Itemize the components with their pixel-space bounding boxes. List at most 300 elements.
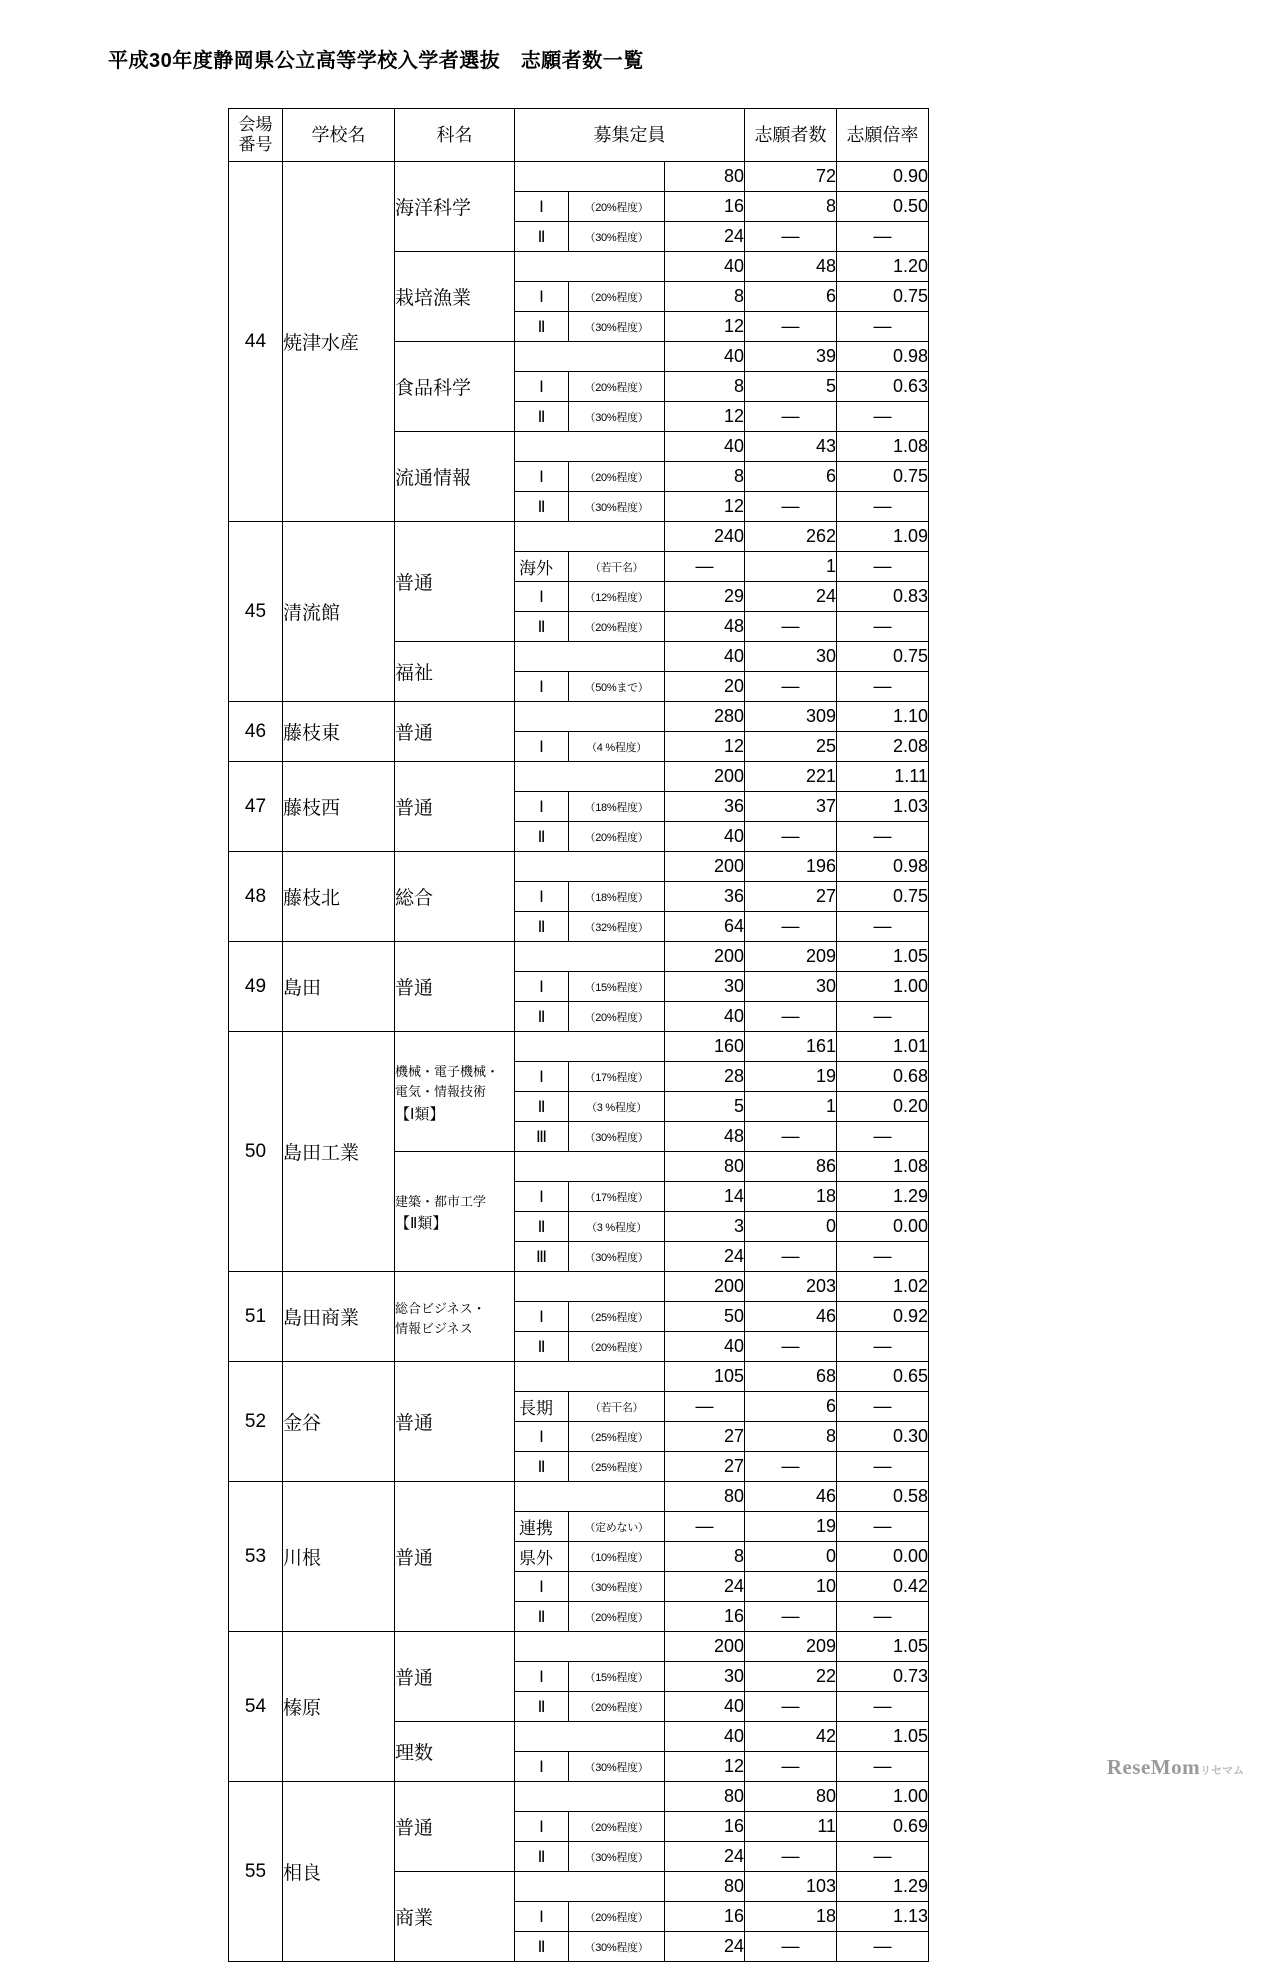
column-header-venue-line2: 番号 — [238, 135, 273, 154]
cell-selection-note: （30%程度） — [569, 402, 665, 432]
cell-applicants: 22 — [745, 1662, 837, 1692]
cell-venue-number: 52 — [229, 1362, 283, 1482]
cell-quota: 40 — [665, 342, 745, 372]
cell-selection-blank — [515, 1482, 665, 1512]
cell-quota: 200 — [665, 1272, 745, 1302]
table-row — [229, 852, 929, 882]
cell-school-name: 島田工業 — [283, 1032, 395, 1272]
cell-applicants: 203 — [745, 1272, 837, 1302]
cell-ratio: 1.05 — [837, 942, 929, 972]
cell-quota: 50 — [665, 1302, 745, 1332]
cell-ratio: 1.29 — [837, 1872, 929, 1902]
cell-selection-kind: Ⅱ — [515, 1842, 569, 1872]
cell-selection-blank — [515, 702, 665, 732]
cell-quota: 36 — [665, 792, 745, 822]
cell-quota: 200 — [665, 762, 745, 792]
cell-quota: 48 — [665, 1122, 745, 1152]
cell-ratio: ― — [837, 1392, 929, 1422]
cell-quota: 16 — [665, 1602, 745, 1632]
cell-ratio: 0.63 — [837, 372, 929, 402]
cell-ratio: ― — [837, 402, 929, 432]
cell-selection-kind: Ⅱ — [515, 1002, 569, 1032]
cell-applicants: ― — [745, 1452, 837, 1482]
cell-ratio: 0.75 — [837, 882, 929, 912]
cell-ratio: 0.92 — [837, 1302, 929, 1332]
cell-applicants: 1 — [745, 1092, 837, 1122]
cell-applicants: 262 — [745, 522, 837, 552]
cell-course-name: 普通 — [395, 1362, 515, 1482]
cell-quota: 280 — [665, 702, 745, 732]
cell-selection-kind: Ⅱ — [515, 612, 569, 642]
cell-venue-number: 45 — [229, 522, 283, 702]
cell-selection-note: （30%程度） — [569, 1752, 665, 1782]
cell-applicants: 46 — [745, 1302, 837, 1332]
table-row — [229, 762, 929, 792]
cell-selection-blank — [515, 1362, 665, 1392]
cell-selection-note: （若干名） — [569, 1392, 665, 1422]
cell-ratio: 0.20 — [837, 1092, 929, 1122]
cell-selection-note: （50%まで） — [569, 672, 665, 702]
cell-school-name: 島田 — [283, 942, 395, 1032]
cell-applicants: 1 — [745, 552, 837, 582]
cell-quota: 20 — [665, 672, 745, 702]
cell-applicants: 209 — [745, 942, 837, 972]
cell-applicants: 24 — [745, 582, 837, 612]
cell-quota: 29 — [665, 582, 745, 612]
table-row — [229, 162, 929, 192]
cell-quota: 5 — [665, 1092, 745, 1122]
cell-selection-kind: Ⅱ — [515, 1332, 569, 1362]
cell-venue-number: 53 — [229, 1482, 283, 1632]
cell-applicants: 10 — [745, 1572, 837, 1602]
cell-ratio: ― — [837, 1602, 929, 1632]
cell-applicants: 42 — [745, 1722, 837, 1752]
cell-course-name: 機械・電子機械・ 電気・情報技術 【Ⅰ類】 — [395, 1032, 515, 1152]
cell-selection-note: （20%程度） — [569, 462, 665, 492]
cell-selection-note: （25%程度） — [569, 1422, 665, 1452]
cell-selection-kind: Ⅰ — [515, 192, 569, 222]
cell-quota: 80 — [665, 1782, 745, 1812]
cell-applicants: ― — [745, 1752, 837, 1782]
cell-applicants: 19 — [745, 1512, 837, 1542]
cell-ratio: 1.01 — [837, 1032, 929, 1062]
cell-ratio: 1.11 — [837, 762, 929, 792]
cell-applicants: 309 — [745, 702, 837, 732]
cell-quota: 40 — [665, 432, 745, 462]
cell-ratio: 1.05 — [837, 1722, 929, 1752]
cell-applicants: 0 — [745, 1212, 837, 1242]
cell-selection-note: （10%程度） — [569, 1542, 665, 1572]
cell-applicants: 18 — [745, 1902, 837, 1932]
cell-ratio: 0.75 — [837, 282, 929, 312]
cell-ratio: 1.03 — [837, 792, 929, 822]
cell-selection-kind: 連携 — [515, 1512, 569, 1542]
cell-quota: 40 — [665, 1692, 745, 1722]
table-row — [229, 1272, 929, 1302]
table-row — [229, 702, 929, 732]
cell-selection-blank — [515, 252, 665, 282]
cell-applicants: 8 — [745, 1422, 837, 1452]
cell-selection-kind: Ⅰ — [515, 372, 569, 402]
table-row — [229, 1362, 929, 1392]
cell-ratio: 0.00 — [837, 1542, 929, 1572]
cell-ratio: ― — [837, 672, 929, 702]
cell-applicants: ― — [745, 672, 837, 702]
table-row — [229, 942, 929, 972]
cell-selection-kind: 県外 — [515, 1542, 569, 1572]
cell-selection-note: （3 %程度） — [569, 1212, 665, 1242]
cell-ratio: 0.69 — [837, 1812, 929, 1842]
cell-quota: 240 — [665, 522, 745, 552]
cell-selection-note: （12%程度） — [569, 582, 665, 612]
cell-quota: 12 — [665, 732, 745, 762]
cell-applicants: 161 — [745, 1032, 837, 1062]
table-row — [229, 1032, 929, 1062]
cell-quota: 14 — [665, 1182, 745, 1212]
cell-applicants: 27 — [745, 882, 837, 912]
cell-venue-number: 54 — [229, 1632, 283, 1782]
cell-selection-note: （20%程度） — [569, 1902, 665, 1932]
cell-quota: 24 — [665, 1932, 745, 1962]
watermark-text: ReseMom — [1106, 1755, 1201, 1779]
cell-school-name: 金谷 — [283, 1362, 395, 1482]
cell-ratio: 0.73 — [837, 1662, 929, 1692]
cell-applicants: 6 — [745, 462, 837, 492]
cell-selection-kind: Ⅰ — [515, 1062, 569, 1092]
cell-ratio: 0.90 — [837, 162, 929, 192]
cell-quota: 12 — [665, 492, 745, 522]
cell-selection-blank — [515, 762, 665, 792]
cell-quota: 48 — [665, 612, 745, 642]
cell-quota: 40 — [665, 1332, 745, 1362]
cell-ratio: ― — [837, 1932, 929, 1962]
cell-applicants: 11 — [745, 1812, 837, 1842]
cell-selection-note: （17%程度） — [569, 1062, 665, 1092]
cell-ratio: ― — [837, 1692, 929, 1722]
cell-selection-kind: Ⅱ — [515, 312, 569, 342]
cell-quota: 30 — [665, 1662, 745, 1692]
cell-applicants: ― — [745, 1122, 837, 1152]
cell-ratio: ― — [837, 1122, 929, 1152]
cell-quota: 200 — [665, 1632, 745, 1662]
cell-applicants: 221 — [745, 762, 837, 792]
cell-ratio: 1.08 — [837, 432, 929, 462]
cell-selection-blank — [515, 1872, 665, 1902]
cell-selection-note: （20%程度） — [569, 282, 665, 312]
cell-ratio: 0.83 — [837, 582, 929, 612]
cell-ratio: ― — [837, 222, 929, 252]
cell-selection-blank — [515, 432, 665, 462]
cell-quota: 24 — [665, 1572, 745, 1602]
cell-ratio: ― — [837, 552, 929, 582]
cell-ratio: 1.02 — [837, 1272, 929, 1302]
cell-selection-kind: Ⅰ — [515, 282, 569, 312]
cell-selection-kind: 海外 — [515, 552, 569, 582]
cell-selection-note: （30%程度） — [569, 1932, 665, 1962]
cell-course-name: 普通 — [395, 1782, 515, 1872]
cell-selection-note: （30%程度） — [569, 492, 665, 522]
column-header-applicants: 志願者数 — [745, 109, 837, 162]
cell-selection-kind: Ⅰ — [515, 792, 569, 822]
cell-selection-note: （30%程度） — [569, 1122, 665, 1152]
cell-quota: 27 — [665, 1452, 745, 1482]
cell-selection-kind: Ⅲ — [515, 1122, 569, 1152]
column-header-quota: 募集定員 — [515, 109, 745, 162]
cell-selection-blank — [515, 1272, 665, 1302]
cell-selection-kind: Ⅱ — [515, 1602, 569, 1632]
cell-selection-kind: Ⅱ — [515, 1692, 569, 1722]
column-header-ratio: 志願倍率 — [837, 109, 929, 162]
cell-quota: 8 — [665, 1542, 745, 1572]
cell-selection-note: （25%程度） — [569, 1452, 665, 1482]
cell-selection-note: （18%程度） — [569, 882, 665, 912]
cell-applicants: 196 — [745, 852, 837, 882]
column-header-venue — [229, 109, 283, 162]
cell-selection-note: （30%程度） — [569, 1242, 665, 1272]
cell-quota: 40 — [665, 642, 745, 672]
cell-selection-kind: Ⅱ — [515, 822, 569, 852]
cell-ratio: ― — [837, 912, 929, 942]
cell-selection-kind: Ⅰ — [515, 732, 569, 762]
cell-ratio: ― — [837, 1242, 929, 1272]
cell-selection-note: （定めない） — [569, 1512, 665, 1542]
cell-applicants: ― — [745, 1932, 837, 1962]
cell-selection-note: （20%程度） — [569, 1332, 665, 1362]
cell-selection-note: （20%程度） — [569, 1002, 665, 1032]
cell-selection-kind: Ⅱ — [515, 1932, 569, 1962]
cell-selection-kind: Ⅱ — [515, 492, 569, 522]
cell-selection-kind: Ⅰ — [515, 1182, 569, 1212]
cell-selection-note: （30%程度） — [569, 222, 665, 252]
table-row — [229, 1482, 929, 1512]
cell-applicants: 209 — [745, 1632, 837, 1662]
cell-applicants: 37 — [745, 792, 837, 822]
cell-ratio: 0.58 — [837, 1482, 929, 1512]
cell-course-name: 海洋科学 — [395, 162, 515, 252]
table-row — [229, 1632, 929, 1662]
cell-quota: 40 — [665, 252, 745, 282]
cell-school-name: 藤枝北 — [283, 852, 395, 942]
column-header-venue-line1: 会場 — [238, 115, 273, 135]
cell-applicants: 0 — [745, 1542, 837, 1572]
cell-selection-kind: Ⅱ — [515, 402, 569, 432]
cell-selection-blank — [515, 642, 665, 672]
cell-selection-note: （18%程度） — [569, 792, 665, 822]
cell-ratio: 0.65 — [837, 1362, 929, 1392]
cell-ratio: 1.05 — [837, 1632, 929, 1662]
cell-ratio: ― — [837, 1002, 929, 1032]
cell-selection-note: （25%程度） — [569, 1302, 665, 1332]
cell-course-name: 普通 — [395, 522, 515, 642]
cell-quota: 40 — [665, 822, 745, 852]
cell-selection-kind: Ⅰ — [515, 582, 569, 612]
cell-course-name: 栽培漁業 — [395, 252, 515, 342]
cell-applicants: 39 — [745, 342, 837, 372]
cell-selection-kind: Ⅰ — [515, 882, 569, 912]
cell-venue-number: 50 — [229, 1032, 283, 1272]
cell-selection-note: （若干名） — [569, 552, 665, 582]
cell-quota: 8 — [665, 462, 745, 492]
cell-quota: 80 — [665, 1872, 745, 1902]
cell-course-name: 福祉 — [395, 642, 515, 702]
cell-ratio: ― — [837, 1512, 929, 1542]
cell-quota: 64 — [665, 912, 745, 942]
cell-quota: 105 — [665, 1362, 745, 1392]
applicants-table-container — [228, 108, 929, 1962]
cell-quota: 80 — [665, 1152, 745, 1182]
cell-ratio: 1.13 — [837, 1902, 929, 1932]
cell-quota: 12 — [665, 402, 745, 432]
watermark-tail: リセマム — [1200, 1765, 1244, 1777]
cell-quota: 8 — [665, 282, 745, 312]
watermark — [1107, 1755, 1244, 1780]
cell-quota: 36 — [665, 882, 745, 912]
cell-selection-note: （30%程度） — [569, 1842, 665, 1872]
cell-course-name: 普通 — [395, 942, 515, 1032]
cell-course-name: 流通情報 — [395, 432, 515, 522]
cell-school-name: 藤枝西 — [283, 762, 395, 852]
cell-course-name: 普通 — [395, 762, 515, 852]
cell-quota: 40 — [665, 1722, 745, 1752]
cell-selection-note: （4 %程度） — [569, 732, 665, 762]
cell-course-name: 普通 — [395, 1482, 515, 1632]
cell-applicants: 103 — [745, 1872, 837, 1902]
cell-venue-number: 49 — [229, 942, 283, 1032]
cell-selection-note: （32%程度） — [569, 912, 665, 942]
cell-applicants: 80 — [745, 1782, 837, 1812]
cell-applicants: 72 — [745, 162, 837, 192]
cell-ratio: 0.75 — [837, 642, 929, 672]
cell-selection-note: （30%程度） — [569, 312, 665, 342]
cell-course-name: 普通 — [395, 702, 515, 762]
cell-selection-kind: 長期 — [515, 1392, 569, 1422]
cell-applicants: 8 — [745, 192, 837, 222]
cell-applicants: 18 — [745, 1182, 837, 1212]
cell-selection-kind: Ⅱ — [515, 912, 569, 942]
cell-applicants: ― — [745, 1242, 837, 1272]
cell-venue-number: 47 — [229, 762, 283, 852]
cell-ratio: ― — [837, 612, 929, 642]
cell-quota: 160 — [665, 1032, 745, 1062]
cell-ratio: 0.00 — [837, 1212, 929, 1242]
cell-quota: 80 — [665, 162, 745, 192]
cell-quota: 80 — [665, 1482, 745, 1512]
table-body — [229, 162, 929, 1962]
cell-course-name: 総合 — [395, 852, 515, 942]
cell-selection-blank — [515, 522, 665, 552]
cell-course-name: 建築・都市工学 【Ⅱ類】 — [395, 1152, 515, 1272]
cell-school-name: 焼津水産 — [283, 162, 395, 522]
cell-quota: 16 — [665, 1812, 745, 1842]
cell-selection-blank — [515, 852, 665, 882]
cell-applicants: 43 — [745, 432, 837, 462]
cell-quota: 24 — [665, 1242, 745, 1272]
column-header-course: 科名 — [395, 109, 515, 162]
cell-ratio: ― — [837, 312, 929, 342]
cell-selection-blank — [515, 1152, 665, 1182]
cell-school-name: 藤枝東 — [283, 702, 395, 762]
cell-ratio: 1.10 — [837, 702, 929, 732]
cell-venue-number: 44 — [229, 162, 283, 522]
cell-applicants: ― — [745, 612, 837, 642]
cell-quota: ― — [665, 552, 745, 582]
cell-applicants: ― — [745, 1602, 837, 1632]
cell-applicants: ― — [745, 1842, 837, 1872]
cell-ratio: 0.75 — [837, 462, 929, 492]
cell-selection-note: （20%程度） — [569, 612, 665, 642]
cell-selection-kind: Ⅰ — [515, 1662, 569, 1692]
cell-quota: 27 — [665, 1422, 745, 1452]
cell-applicants: ― — [745, 912, 837, 942]
cell-quota: 12 — [665, 312, 745, 342]
cell-selection-note: （15%程度） — [569, 972, 665, 1002]
cell-ratio: ― — [837, 1752, 929, 1782]
cell-applicants: 6 — [745, 1392, 837, 1422]
cell-quota: 28 — [665, 1062, 745, 1092]
cell-applicants: 46 — [745, 1482, 837, 1512]
cell-quota: 8 — [665, 372, 745, 402]
cell-applicants: ― — [745, 312, 837, 342]
cell-ratio: 0.42 — [837, 1572, 929, 1602]
cell-applicants: 30 — [745, 642, 837, 672]
cell-applicants: ― — [745, 402, 837, 432]
cell-selection-note: （20%程度） — [569, 372, 665, 402]
cell-ratio: 1.09 — [837, 522, 929, 552]
cell-course-name: 総合ビジネス・ 情報ビジネス — [395, 1272, 515, 1362]
cell-ratio: 1.00 — [837, 972, 929, 1002]
cell-venue-number: 51 — [229, 1272, 283, 1362]
cell-selection-blank — [515, 1722, 665, 1752]
cell-ratio: 1.29 — [837, 1182, 929, 1212]
cell-applicants: 6 — [745, 282, 837, 312]
cell-course-name: 商業 — [395, 1872, 515, 1962]
cell-selection-kind: Ⅰ — [515, 1902, 569, 1932]
cell-selection-kind: Ⅱ — [515, 222, 569, 252]
cell-applicants: 86 — [745, 1152, 837, 1182]
cell-applicants: ― — [745, 492, 837, 522]
cell-venue-number: 48 — [229, 852, 283, 942]
column-header-school: 学校名 — [283, 109, 395, 162]
cell-applicants: ― — [745, 822, 837, 852]
cell-ratio: 2.08 — [837, 732, 929, 762]
cell-selection-kind: Ⅰ — [515, 1812, 569, 1842]
cell-applicants: ― — [745, 222, 837, 252]
cell-selection-note: （20%程度） — [569, 822, 665, 852]
cell-selection-kind: Ⅰ — [515, 972, 569, 1002]
cell-selection-kind: Ⅰ — [515, 1752, 569, 1782]
cell-selection-note: （20%程度） — [569, 1812, 665, 1842]
cell-selection-blank — [515, 1032, 665, 1062]
cell-quota: 200 — [665, 942, 745, 972]
cell-selection-note: （15%程度） — [569, 1662, 665, 1692]
cell-ratio: 1.00 — [837, 1782, 929, 1812]
cell-quota: 24 — [665, 1842, 745, 1872]
cell-quota: 16 — [665, 192, 745, 222]
cell-selection-blank — [515, 1782, 665, 1812]
cell-quota: 16 — [665, 1902, 745, 1932]
cell-selection-kind: Ⅰ — [515, 1302, 569, 1332]
cell-ratio: 0.98 — [837, 852, 929, 882]
cell-selection-kind: Ⅰ — [515, 462, 569, 492]
cell-ratio: 0.68 — [837, 1062, 929, 1092]
cell-applicants: 25 — [745, 732, 837, 762]
cell-venue-number: 55 — [229, 1782, 283, 1962]
cell-ratio: 1.08 — [837, 1152, 929, 1182]
cell-quota: 3 — [665, 1212, 745, 1242]
cell-school-name: 島田商業 — [283, 1272, 395, 1362]
cell-selection-note: （17%程度） — [569, 1182, 665, 1212]
cell-course-name: 食品科学 — [395, 342, 515, 432]
